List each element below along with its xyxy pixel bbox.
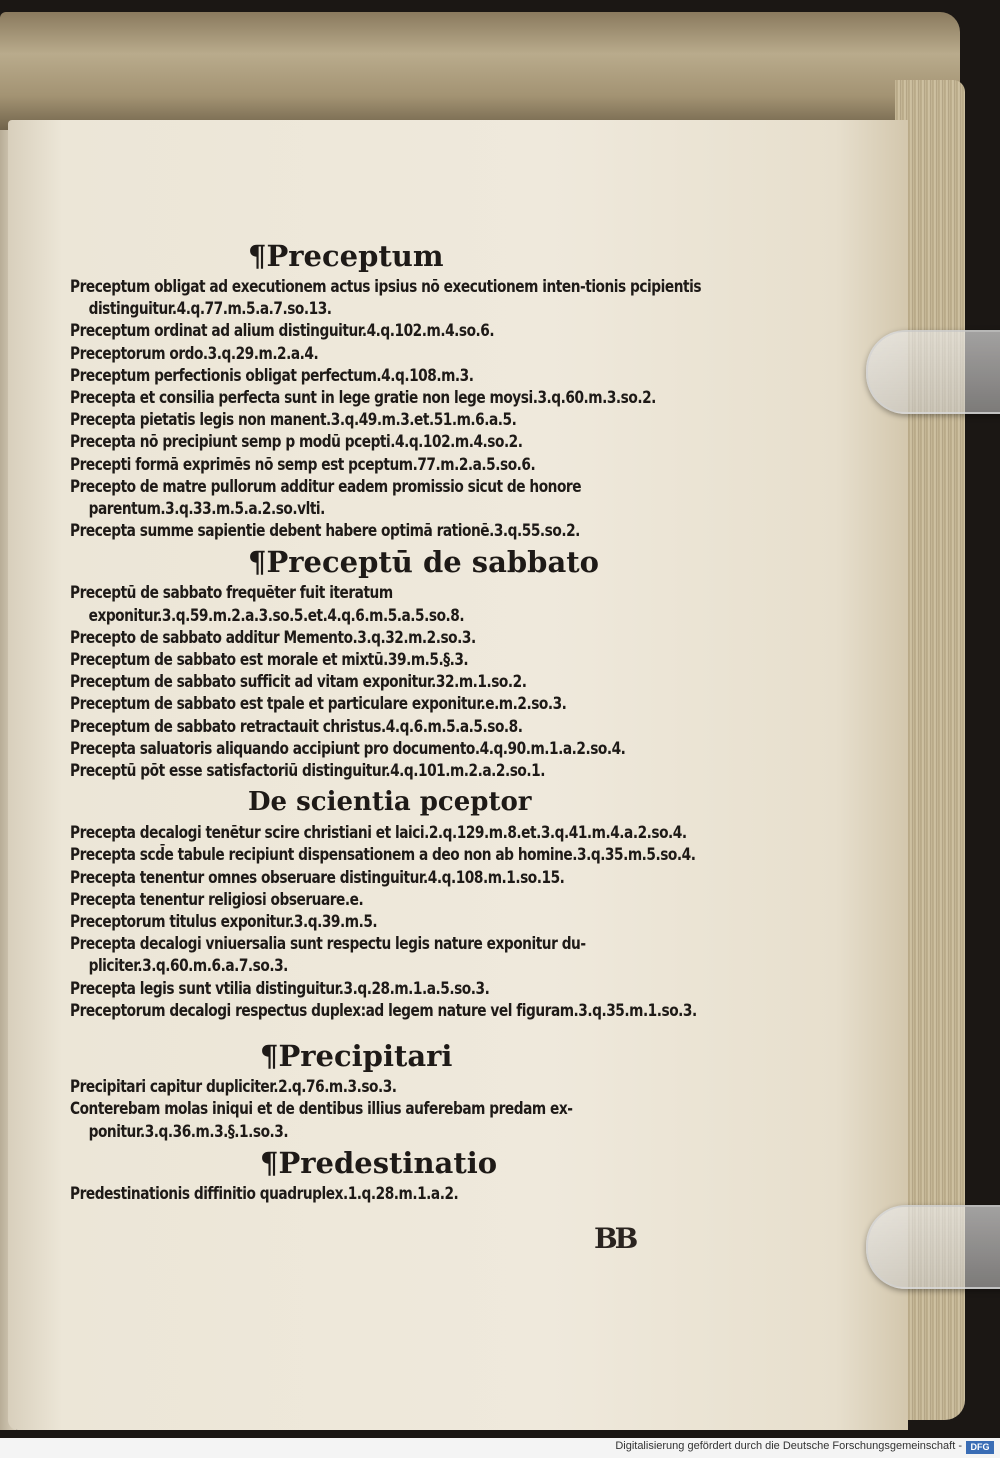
index-entry: Precepta nō precipiunt semp p modū pcepti.4.q.102.m.4.so.2. — [70, 432, 523, 452]
index-entry: Precepta summe sapientie debent habere optimā rationē.3.q.55.so.2. — [70, 521, 580, 541]
index-entry: Preceptum de sabbato est morale et mixtū.39.m.5.§.3. — [70, 650, 469, 670]
page-holder-clip-upper — [866, 330, 1000, 414]
index-entry: Preceptum obligat ad executionem actus ipsius nō executionem inten-tionis pcipientis distinguitur.4.q.77.m.5.a.7.so.13. — [70, 277, 702, 319]
index-entry: Predestinationis diffinitio quadruplex.1.q.28.m.1.a.2. — [70, 1183, 459, 1203]
index-entry: Preceptū pōt esse satisfactoriū distinguitur.4.q.101.m.2.a.2.so.1. — [70, 761, 545, 781]
index-entry: Precepto de sabbato additur Memento.3.q.32.m.2.so.3. — [70, 627, 476, 647]
index-entry: Conterebam molas iniqui et de dentibus illius auferebam predam ex-ponitur.3.q.36.m.3.§.1.so.3. — [70, 1099, 573, 1141]
index-entry: Preceptum perfectionis obligat perfectum.4.q.108.m.3. — [70, 365, 474, 385]
section-de-scientia-preceptorum — [70, 782, 710, 1022]
index-entry: Preceptorum titulus exponitur.3.q.39.m.5. — [70, 912, 378, 932]
section-heading: ¶Preceptum — [248, 239, 444, 273]
signature-mark: BB — [594, 1222, 636, 1255]
index-entry: Precepta saluatoris aliquando accipiunt pro documento.4.q.90.m.1.a.2.so.4. — [70, 738, 626, 758]
index-entry: Preceptorum decalogi respectus duplex:ad legem nature vel figuram.3.q.35.m.1.so.3. — [70, 1000, 697, 1020]
section-heading: ¶Preceptū de sabbato — [248, 545, 599, 580]
section-preceptum-de-sabbato — [70, 542, 710, 782]
index-entry: Precepta tenentur religiosi obseruare.e. — [70, 889, 364, 909]
book-top-edge — [0, 12, 960, 132]
index-entry: Preceptorum ordo.3.q.29.m.2.a.4. — [70, 343, 319, 363]
section-preceptum — [70, 236, 710, 542]
index-entry: Precepto de matre pullorum additur eadem promissio sicut de honore parentum.3.q.33.m.5.a.2.so.vlti. — [70, 476, 582, 519]
index-entry: Precepta tenentur omnes obseruare distinguitur.4.q.108.m.1.so.15. — [70, 867, 565, 887]
index-entry: Preceptum de sabbato retractauit christus.4.q.6.m.5.a.5.so.8. — [70, 716, 523, 736]
index-entry: Preceptum de sabbato est tpale et particulare exponitur.e.m.2.so.3. — [70, 694, 567, 714]
section-precipitari — [70, 1036, 710, 1143]
index-entry: Precepta scd̄e tabule recipiunt dispensationem a deo non ab homine.3.q.35.m.5.so.4. — [70, 845, 696, 865]
footer-bar — [0, 1438, 1000, 1458]
section-heading: De scientia pceptor — [248, 787, 532, 818]
index-entry: Precepta decalogi tenētur scire christiani et laici.2.q.129.m.8.et.3.q.41.m.4.a.2.so.4. — [70, 823, 687, 843]
section-heading: ¶Predestinatio — [260, 1145, 498, 1180]
funding-credit: Digitalisierung gefördert durch die Deutsche Forschungsgemeinschaft - — [615, 1440, 962, 1452]
index-entry: Preceptum de sabbato sufficit ad vitam exponitur.32.m.1.so.2. — [70, 672, 527, 692]
page-holder-clip-lower — [866, 1205, 1000, 1289]
index-entry: Preceptum ordinat ad alium distinguitur.4.q.102.m.4.so.6. — [70, 321, 495, 341]
index-entry: Precepta pietatis legis non manent.3.q.49.m.3.et.51.m.6.a.5. — [70, 410, 517, 430]
section-heading: ¶Precipitari — [260, 1039, 453, 1074]
index-entry: Preceptū de sabbato frequēter fuit iteratum exponitur.3.q.59.m.2.a.3.so.5.et.4.q.6.m.5.a.5.so.8. — [70, 583, 465, 625]
page-text — [70, 230, 710, 1205]
section-predestinatio — [70, 1143, 710, 1205]
index-entry: Precipitari capitur dupliciter.2.q.76.m.3.so.3. — [70, 1077, 397, 1097]
index-entry: Precepta et consilia perfecta sunt in lege gratie non lege moysi.3.q.60.m.3.so.2. — [70, 388, 656, 408]
dfg-logo: DFG — [966, 1441, 994, 1454]
index-entry: Precepti formā exprimēs nō semp est pceptum.77.m.2.a.5.so.6. — [70, 454, 536, 474]
index-entry: Precepta decalogi vniuersalia sunt respectu legis nature exponitur du-pliciter.3.q.60.m.6.a.7.so.3. — [70, 934, 586, 976]
index-entry: Precepta legis sunt vtilia distinguitur.3.q.28.m.1.a.5.so.3. — [70, 978, 490, 998]
